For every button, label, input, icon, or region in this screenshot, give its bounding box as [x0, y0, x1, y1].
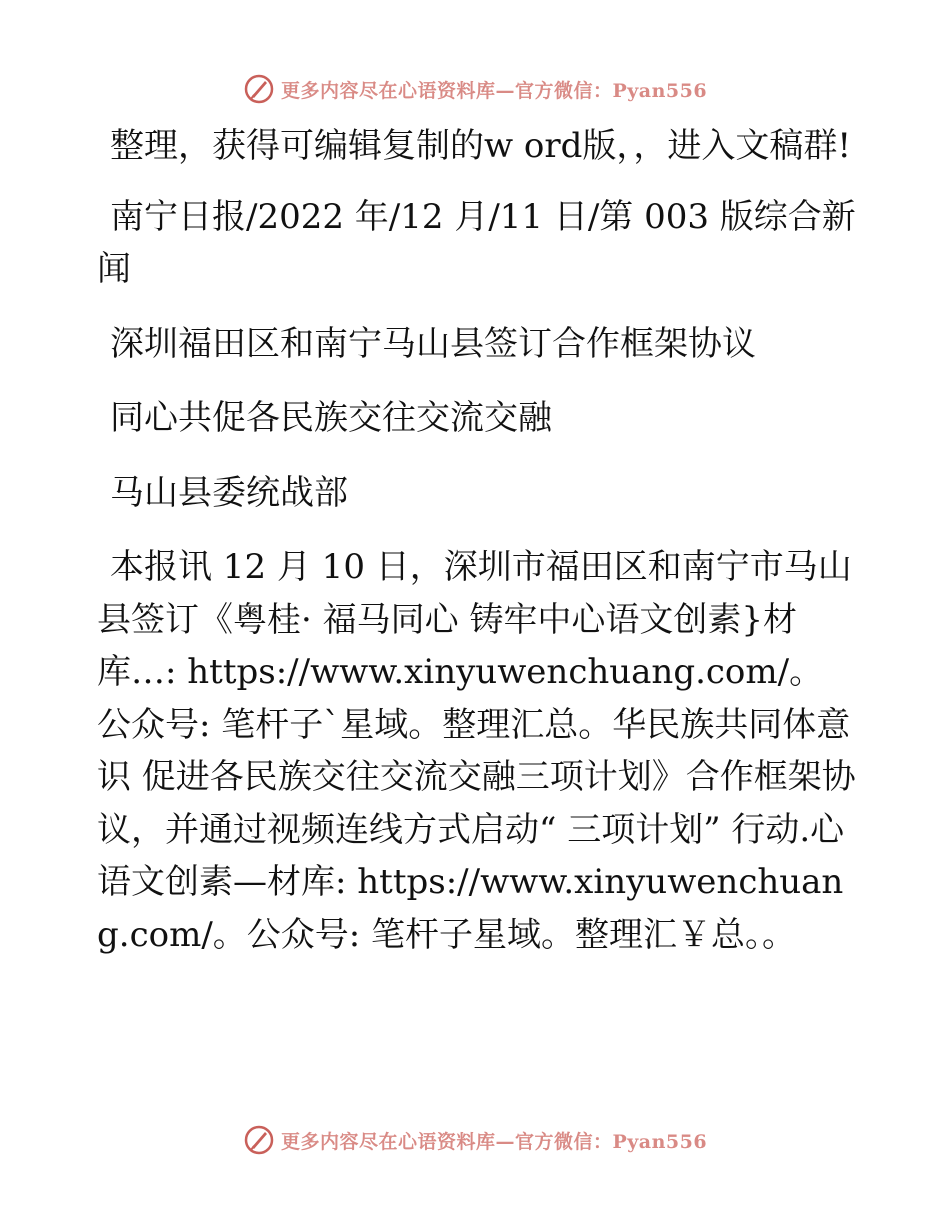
watermark-text: 更多内容尽在心语资料库—官方微信：Pyan556: [280, 1130, 708, 1153]
paragraph-intro: 整理，获得可编辑复制的w ord版，，进入文稿群!: [110, 126, 852, 166]
article-headline: 深圳福田区和南宁马山县签订合作框架协议: [110, 323, 756, 364]
header-watermark: [0, 72, 950, 106]
article-author: 马山县委统战部: [110, 472, 348, 513]
article-subheadline: 同心共促各民族交往交流交融: [110, 398, 552, 438]
article-body: [97, 120, 857, 961]
watermark-text: 更多内容尽在心语资料库—官方微信：Pyan556: [280, 79, 708, 102]
article-body-text: 本报讯 12 月 10 日，深圳市福田区和南宁市马山县签订《粤桂· 福马同心 铸牢中心语文创素}材库…: https://www.xinyuwenchuang.com/。公众号: 笔杆子`星域。整理汇总。华民族共同体意识 促进各民族交往交流交融三项计划》合作框架协议，并通过视频连线方式启动“ 三项计划” 行动.心语文创素—材库: https://www.xinyuwenchuang.com/。公众号: 笔杆子星域。整理汇￥总。。: [97, 547, 856, 955]
quill-logo-icon: [243, 73, 275, 105]
paragraph-source: 南宁日报/2022 年/12 月/11 日/第 003 版综合新闻: [97, 196, 856, 289]
footer-watermark: [0, 1123, 950, 1157]
quill-logo-icon: [243, 1124, 275, 1156]
